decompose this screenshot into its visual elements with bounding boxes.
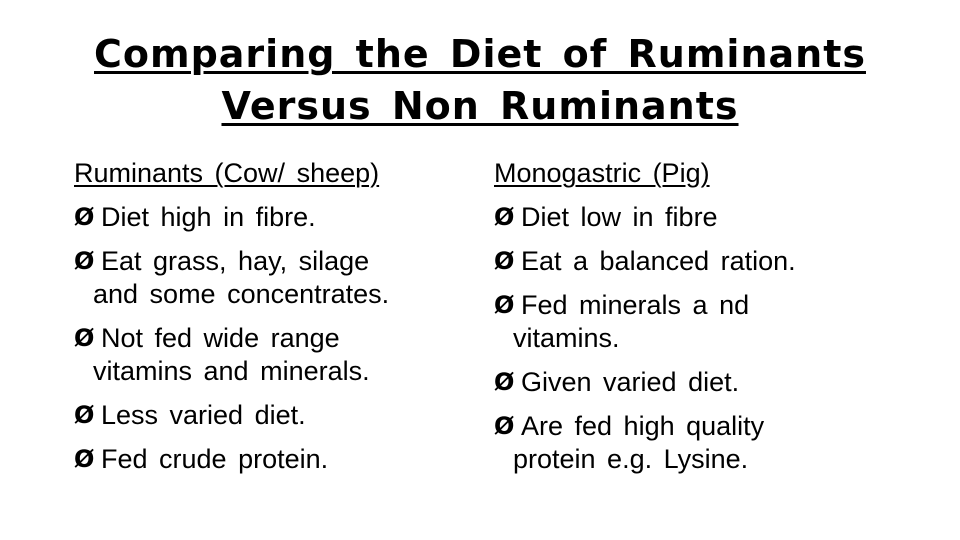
item-text: Eat a balanced ration. bbox=[521, 246, 796, 276]
title-line-1: Comparing the Diet of Ruminants bbox=[94, 32, 866, 76]
list-item bbox=[494, 366, 914, 399]
arrow-bullet-icon: Ø bbox=[74, 247, 95, 275]
list-item bbox=[494, 410, 914, 476]
list-item bbox=[74, 245, 474, 311]
item-text: Fed minerals a nd bbox=[521, 290, 750, 320]
arrow-bullet-icon: Ø bbox=[494, 412, 515, 440]
item-text: Are fed high quality bbox=[521, 411, 765, 441]
arrow-bullet-icon: Ø bbox=[74, 445, 95, 473]
arrow-bullet-icon: Ø bbox=[494, 291, 515, 319]
title-line-2: Versus Non Ruminants bbox=[221, 84, 739, 128]
monogastric-column bbox=[494, 157, 914, 487]
ruminants-list bbox=[74, 201, 474, 476]
item-text: Diet high in fibre. bbox=[101, 202, 316, 232]
arrow-bullet-icon: Ø bbox=[74, 401, 95, 429]
ruminants-heading: Ruminants (Cow/ sheep) bbox=[74, 158, 380, 188]
list-item bbox=[494, 201, 914, 234]
ruminants-column bbox=[74, 157, 474, 487]
arrow-bullet-icon: Ø bbox=[494, 247, 515, 275]
monogastric-heading: Monogastric (Pig) bbox=[494, 158, 710, 188]
item-text: Eat grass, hay, silage bbox=[101, 246, 370, 276]
item-text-continued: vitamins and minerals. bbox=[93, 356, 370, 386]
arrow-bullet-icon: Ø bbox=[494, 368, 515, 396]
item-text-continued: vitamins. bbox=[513, 323, 620, 353]
item-text: Diet low in fibre bbox=[521, 202, 718, 232]
list-item bbox=[74, 201, 474, 234]
slide-title bbox=[0, 28, 960, 132]
monogastric-list bbox=[494, 201, 914, 476]
arrow-bullet-icon: Ø bbox=[74, 203, 95, 231]
item-text-continued: and some concentrates. bbox=[93, 279, 390, 309]
list-item bbox=[74, 399, 474, 432]
item-text: Fed crude protein. bbox=[101, 444, 329, 474]
list-item bbox=[74, 443, 474, 476]
list-item bbox=[74, 322, 474, 388]
item-text: Less varied diet. bbox=[101, 400, 306, 430]
item-text-continued: protein e.g. Lysine. bbox=[513, 444, 749, 474]
item-text: Not fed wide range bbox=[101, 323, 340, 353]
arrow-bullet-icon: Ø bbox=[74, 324, 95, 352]
list-item bbox=[494, 289, 914, 355]
list-item bbox=[494, 245, 914, 278]
arrow-bullet-icon: Ø bbox=[494, 203, 515, 231]
item-text: Given varied diet. bbox=[521, 367, 740, 397]
